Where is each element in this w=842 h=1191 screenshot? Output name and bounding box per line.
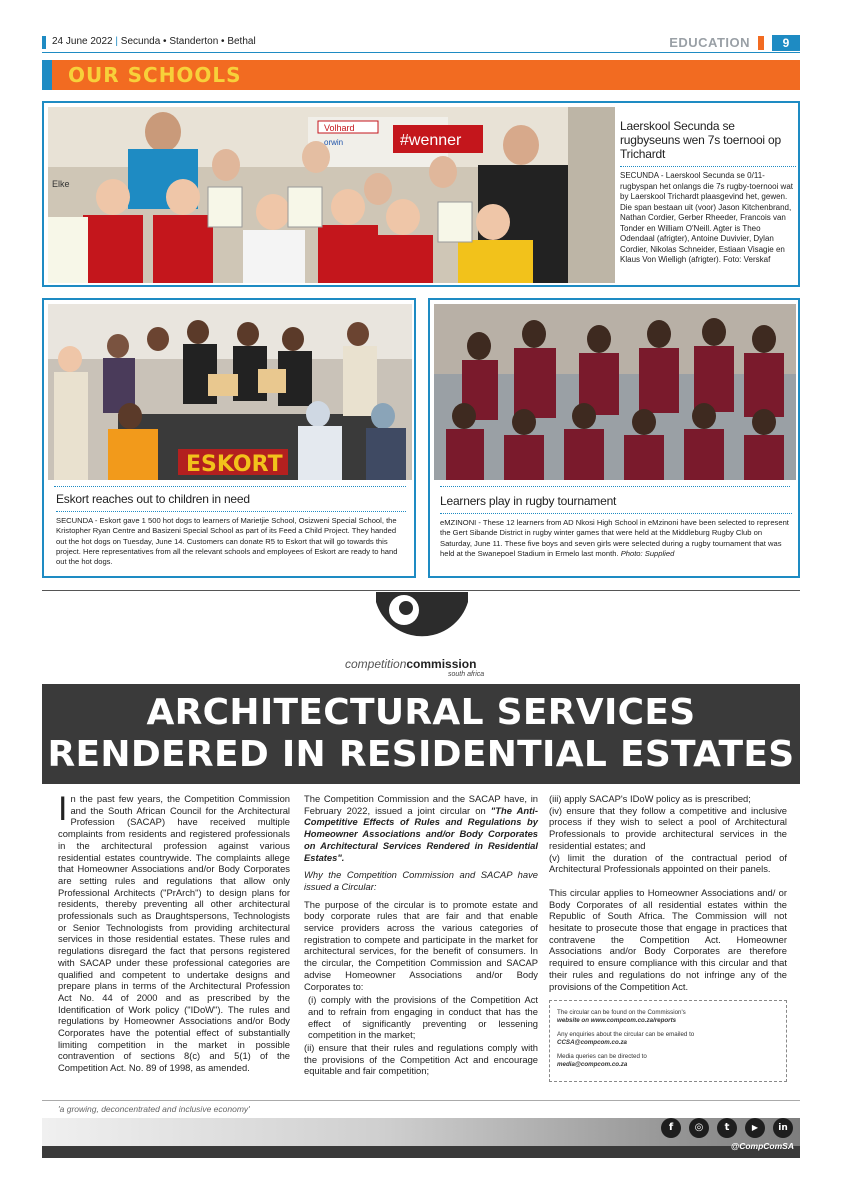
footer-dark-band [42,1146,800,1158]
ad-top-rule [42,590,800,591]
banner-accent [42,60,52,90]
youtube-icon[interactable]: ▶ [745,1118,765,1138]
ad-title-line-1: ARCHITECTURAL SERVICES [146,692,696,733]
section-name: EDUCATION [669,35,750,50]
competition-commission-logo-icon [368,592,472,656]
learners-photo-image [434,304,796,480]
ad-col1-text: n the past few years, the Competition Commission and the South African Council for the Architectural Profession (SACAP) have received multiple complaints from residents and registered professionals in the architectural profession against various residential estates countrywide. The complaints allege that Homeowner Associations and/or Body Corporates are setting rules and regulations that allow only Professional Architects ("PrArch") to design plans for residents, thereby preventing all other architectural professionals such as Draughtspersons, Technologists or Senior Technologists from providing architectural services in those residential estates. These rules and regulations disregard the fact that persons registered with SACAP under these professional categories are qualified and competent to undertake designs and prepare plans in terms of the Architectural Profession Act No. 44 of 2000 and as prescribed by the Identification of Work policy ("IDoW"). The rules and regulations by Homeowner Associations and/or Body Corporates have the potential effect of substantially limiting competition in the market in possible contravention of sections 8(c) and 5(1) of the Competition Act. No. 89 of 1998, as amended. [58,793,290,1074]
wordmark-commission: commission [406,657,477,671]
wordmark-competition: competition [345,657,407,671]
ad-tagline: 'a growing, deconcentrated and inclusive economy' [58,1104,250,1114]
story1-headline: Laerskool Secunda se rugbyseuns wen 7s toernooi op Trichardt [620,119,781,161]
our-schools-banner [42,60,800,90]
story3-body-text: eMZINONI - These 12 learners from AD Nkosi High School in eMzinoni have been selected to represent the Gert Sibande District in rugby winter games that were held at the Middleburg Rugby Club on Saturday, June 11. These five boys and seven girls were selected during a rugby tournament that was held at the Swanepoel Stadium in Ermelo last month. [440,518,789,558]
issue-date: 24 June 2022 [52,36,113,47]
competition-commission-wordmark [345,657,476,671]
story3-divider [440,486,790,487]
info-email [557,1031,779,1047]
drop-cap: I [58,790,68,828]
ad-column-3 [549,793,787,998]
learners-photo [434,304,796,480]
ad-col2-item-2: (ii) ensure that their rules and regulations comply with the provisions of the Competition Act and encourage equitable and fair competition; [304,1042,538,1077]
locations: Secunda • Standerton • Bethal [120,36,256,47]
ad-col2-paragraph-2: The purpose of the circular is to promote estate and body corporate rules that are fair and that enable service providers across the various categories of registration to compete and participate in the market for architectural services, for the benefit of consumers. In the circular, the Competition Commission and SACAP advise Homeowner Associations and/or Body Corporates to: [304,898,538,992]
ad-title-block [42,684,800,784]
story-eskort [42,298,416,578]
ad-col3-item-4: (iv) ensure that they follow a competitive and inclusive process if they wish to select a pool of Architectural Professionals to provide architectural services in the residential estates; and [549,804,787,851]
story2-text [56,492,406,567]
story3-body [440,518,792,559]
story2-body: SECUNDA - Eskort gave 1 500 hot dogs to learners of Marietjie School, Osizweni Special School, the Kristopher Ryan Centre and Basizeni Special School as part of its Feed a Child Project. They handed out the hot dogs on Tuesday, June 14. Customers can donate R5 to Eskort that will go towards this project. Here representatives from all the relevant schools and employees of Eskort are ready to hand out the hot dogs. [56,516,398,567]
ad-col3-paragraph: This circular applies to Homeowner Associations and/ or Body Corporates of all residential estates within the Republic of South Africa. The Commission will not hesitate to prosecute those that engage in practices that contravene the Competition Act. Homeowner Associations and/or Body Corporates are therefore required to ensure compliance with this circular and that their rules and regulations do not infringe any of the provisions of the Competition Act. [549,886,787,992]
photo-sign-orwin: orwin [324,138,344,147]
story2-headline: Eskort reaches out to children in need [56,492,250,506]
banner-title: OUR SCHOOLS [68,63,242,87]
photo-banner-text: #wenner [400,132,462,149]
ad-col2-intro: The Competition Commission and the SACAP have, in February 2022, issued a joint circular on [304,793,538,816]
info-website-label: The circular can be found on the Commission's [557,1009,686,1016]
ad-column-2 [304,793,538,1083]
footer-rule [42,1100,800,1101]
story-rugby-secunda [42,101,800,287]
info-website [557,1009,779,1025]
info-email-label: Any enquiries about the circular can be emailed to [557,1031,695,1038]
story1-text [620,119,796,266]
story1-body: SECUNDA - Laerskool Secunda se 0/11-rugbyspan het onlangs die 7s rugby-toernooi wat by Laerskool Trichardt plaasgevind het, gewen. Die span bestaan uit (voor) Jason Kitchenbrand, Nathan Cordier, Gerber Rheeder, Francois van Tonder en William O'Neill. Agter is Theo Odendaal (afrigter), Antoine Duvivier, Dylan Cordier, Nikolas Schneider, Estiaan Visagie en Klaus Von Wielligh (afrigter). Foto: Verskaf [620,171,793,264]
story3-text [440,494,792,559]
page-header [42,34,800,52]
ad-column-1 [58,790,290,1080]
story3-headline: Learners play in rugby tournament [440,494,617,508]
ad-col2-circular-title: "The Anti-Competitive Effects of Rules and Regulations by Homeowner Associations and/or Body Corporates on Architectural Services Rendered in Residential Estates". [304,804,539,863]
eskort-photo-image [48,304,412,480]
dateline: 24 June 2022 | Secunda • Standerton • Bethal [52,36,256,47]
info-media-label: Media queries can be directed to [557,1053,647,1060]
eskort-sign-text: ESKORT [186,452,283,477]
linkedin-icon[interactable]: in [773,1118,793,1138]
twitter-icon[interactable]: t [717,1118,737,1138]
rugby-team-photo-image [48,107,615,283]
ad-col3-item-3: (iii) apply SACAP's IDoW policy as is prescribed; [549,793,751,804]
eskort-photo [48,304,412,480]
instagram-icon[interactable]: ◎ [689,1118,709,1138]
photo-sign-volhard: Volhard [324,123,355,133]
social-handle[interactable]: @CompComSA [730,1141,794,1151]
rugby-team-photo [48,107,615,283]
info-media-link[interactable]: media@compcom.co.za [557,1061,628,1068]
story2-divider [54,486,406,487]
story-rugby-emzinoni [428,298,800,578]
section-accent [758,36,764,50]
header-rule [42,52,800,53]
info-website-link[interactable]: website on www.compcom.co.za/reports [557,1017,677,1024]
wordmark-south-africa: south africa [448,671,485,678]
ad-col1-paragraph [58,790,290,1074]
photo-sign-elke: Elke [52,179,70,189]
story3-credit: Photo: Supplied [620,548,675,558]
ad-col2-paragraph-1 [304,793,538,863]
header-accent-bar [42,36,46,49]
info-email-link[interactable]: CCSA@compcom.co.za [557,1039,627,1046]
ad-info-box [549,1000,787,1082]
facebook-icon[interactable]: f [661,1118,681,1138]
ad-col2-subhead: Why the Competition Commission and SACAP have issued a Circular: [304,869,538,892]
info-media [557,1053,779,1069]
ad-title-line-2: RENDERED IN RESIDENTIAL ESTATES [47,734,795,775]
ad-col2-item-1: (i) comply with the provisions of the Competition Act and to refrain from engaging in conduct that has the effect of significantly preventing or lessening competition in the market; [308,994,538,1041]
page-number: 9 [772,35,800,51]
ad-col3-item-5: (v) limit the duration of the contractual period of Architectural Professionals appointed on their panels. [549,851,787,875]
